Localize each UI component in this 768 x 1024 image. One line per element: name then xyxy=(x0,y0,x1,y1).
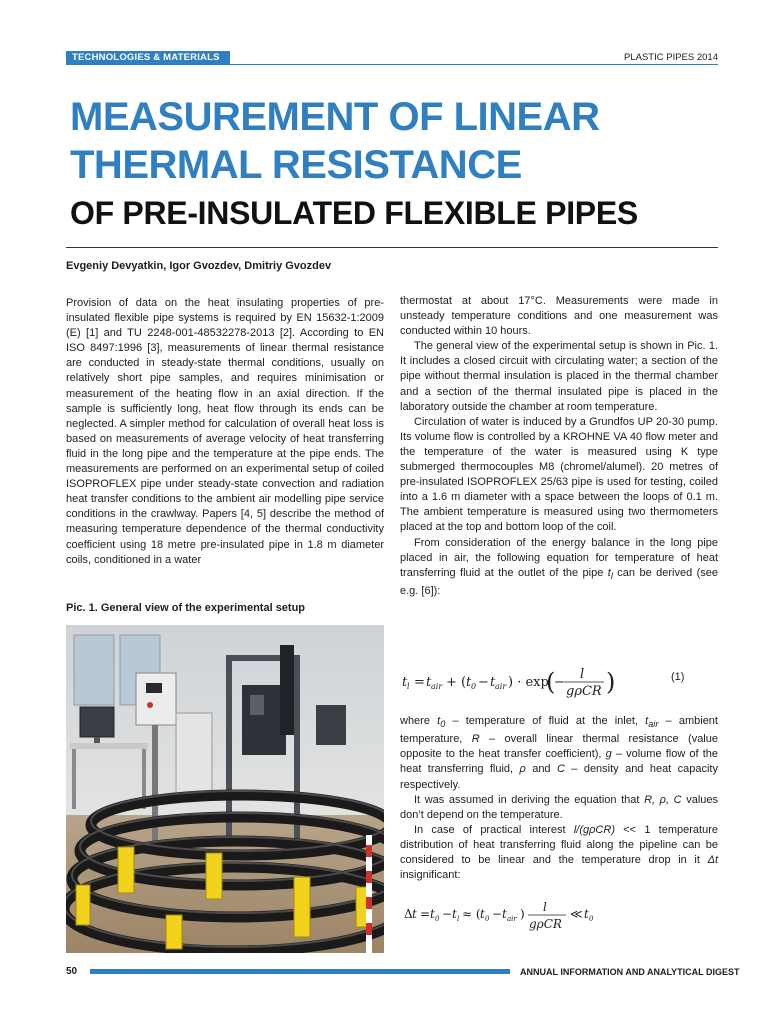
right-column-lower xyxy=(400,714,718,883)
svg-text:−: − xyxy=(554,675,565,690)
svg-text:t: t xyxy=(430,907,435,921)
svg-text:=: = xyxy=(420,907,431,921)
section-tag: TECHNOLOGIES & MATERIALS xyxy=(66,51,230,65)
paragraph-circulation: Circulation of water is induced by a Grundfos UP 20-30 pump. Its volume flow is controlled by a KROHNE VA 40 flow meter and the temperature of the water is measured using K type submerged thermocouples M8 (chromel/alumel). 20 metres of pre-insulated ISOPROFLEX 25/63 pipe is used for testing, coiled into a 1.6 m diameter with a space between the loops of 0.1 m. The ambient temperature is measured using two thermometers placed at the top and bottom loop of the coil. xyxy=(400,415,718,534)
svg-text:l: l xyxy=(543,900,547,914)
svg-text:t: t xyxy=(584,907,589,921)
paragraph-setup: The general view of the experimental setup is shown in Pic. 1. It includes a closed circuit with circulating water; a section of the pipe without thermal insulation is placed in the thermal chamber and a section of the thermal insulated pipe is placed in the laboratory outside the chamber at room temperature. xyxy=(400,340,718,413)
svg-text:0: 0 xyxy=(435,915,440,923)
svg-text:0: 0 xyxy=(485,915,490,923)
publication-name: ANNUAL INFORMATION AND ANALYTICAL DIGEST xyxy=(520,967,740,977)
svg-text:−: − xyxy=(492,907,503,921)
svg-text:) · exp: ) · exp xyxy=(508,675,549,690)
svg-text:air: air xyxy=(507,915,517,923)
experimental-setup-photo xyxy=(66,625,384,953)
svg-text:≈ (: ≈ ( xyxy=(462,907,481,921)
running-header xyxy=(66,51,718,65)
figure-caption: Pic. 1. General view of the experimental setup xyxy=(66,602,306,614)
title-line-2: THERMAL RESISTANCE xyxy=(70,143,522,187)
svg-text:gρCR: gρCR xyxy=(566,684,602,699)
svg-text:l: l xyxy=(580,667,585,682)
issue-tag: PLASTIC PIPES 2014 xyxy=(618,51,718,65)
svg-text:t: t xyxy=(412,907,417,921)
svg-text:air: air xyxy=(495,682,507,691)
header-rule xyxy=(230,51,618,65)
svg-text:=: = xyxy=(414,675,425,690)
paragraph-thermostat: thermostat at about 17°C. Measurements were made in unsteady temperature conditions and one measurement was conducted within 10 hours. xyxy=(400,295,718,338)
svg-text:−: − xyxy=(478,675,489,690)
svg-text:(: ( xyxy=(546,668,556,696)
paragraph-where: where $t_0$ – temperature of fluid at the inlet, $t_{air}$ – ambient temperature, R – overall linear thermal resistance (value opposite to the heat transfer coefficient), g – volume flow of the heat transferring fluid, ρ and C – density and heat capacity respectively. xyxy=(400,715,719,791)
svg-text:0: 0 xyxy=(471,682,477,691)
right-column xyxy=(400,294,718,599)
svg-text:0: 0 xyxy=(589,915,594,923)
svg-text:air: air xyxy=(431,682,443,691)
footer-rule xyxy=(90,969,510,974)
page-number: 50 xyxy=(66,966,78,977)
left-column xyxy=(66,296,384,568)
svg-text:gρCR: gρCR xyxy=(529,917,562,931)
svg-text:Δ: Δ xyxy=(404,907,413,921)
svg-text:t: t xyxy=(480,907,485,921)
paragraph-assumption: It was assumed in deriving the equation that R, ρ, C values don’t depend on the temperature. xyxy=(400,793,718,821)
svg-text:t: t xyxy=(402,675,408,690)
equation-2 xyxy=(400,898,718,932)
svg-text:l: l xyxy=(457,915,460,923)
title-line-3: OF PRE-INSULATED FLEXIBLE PIPES xyxy=(70,195,638,231)
paragraph-intro: Provision of data on the heat insulating properties of pre-insulated flexible pipe systems is required by EN 15632-1:2009 (E) [1] and TU 2248-001-48532278-2013 [2]. According to EN ISO 8497:1996 [3], measurements of linear thermal resistance are conducted in steady-state thermal conditions, usually on relatively short pipe samples, and requires minimisation or measurement of the heating flow in an axial direction. If the sample is sufficiently long, heat flow through its ends can be neglected. A simpler method for calculation of overall heat loss is based on measurements of average velocity of heat transferring fluid in the long pipe and the temperature at the pipe ends. The measurements are performed on an experimental setup of coiled ISOPROFLEX pipe under steady-state convection and radiation heat transfer conditions to the ambient air modelling pipe service conditions in the crawlway. Papers [4, 5] describe the method of measuring temperature dependence of the thermal conductivity coefficient using 18 metre pre-insulated pipe in 1.8 m diameter coils, conditioned in a water xyxy=(66,297,384,566)
svg-text:): ) xyxy=(520,907,525,921)
paragraph-energy-balance: From consideration of the energy balance in the long pipe placed in air, the following equation for temperature of heat transferring fluid at the outlet of the pipe $t_l$ can be derived (see e.g. [6]): xyxy=(400,536,718,597)
svg-text:+ (: + ( xyxy=(446,675,467,690)
title-line-1: MEASUREMENT OF LINEAR xyxy=(70,95,600,139)
svg-text:t: t xyxy=(426,675,432,690)
svg-text:t: t xyxy=(502,907,507,921)
svg-text:l: l xyxy=(407,682,410,691)
svg-text:t: t xyxy=(466,675,472,690)
svg-text:≪: ≪ xyxy=(570,907,583,921)
svg-text:t: t xyxy=(452,907,457,921)
paragraph-practical: In case of practical interest l/(gρCR) << 1 temperature distribution of heat transferring fluid along the pipeline can be considered to be linear and the temperature drop in it Δt insignificant: xyxy=(400,823,718,882)
svg-text:−: − xyxy=(442,907,453,921)
svg-text:): ) xyxy=(606,668,616,696)
title-rule xyxy=(66,247,718,248)
svg-text:t: t xyxy=(490,675,496,690)
equation-1-number: (1) xyxy=(671,671,685,683)
authors: Evgeniy Devyatkin, Igor Gvozdev, Dmitriy Gvozdev xyxy=(66,260,332,272)
